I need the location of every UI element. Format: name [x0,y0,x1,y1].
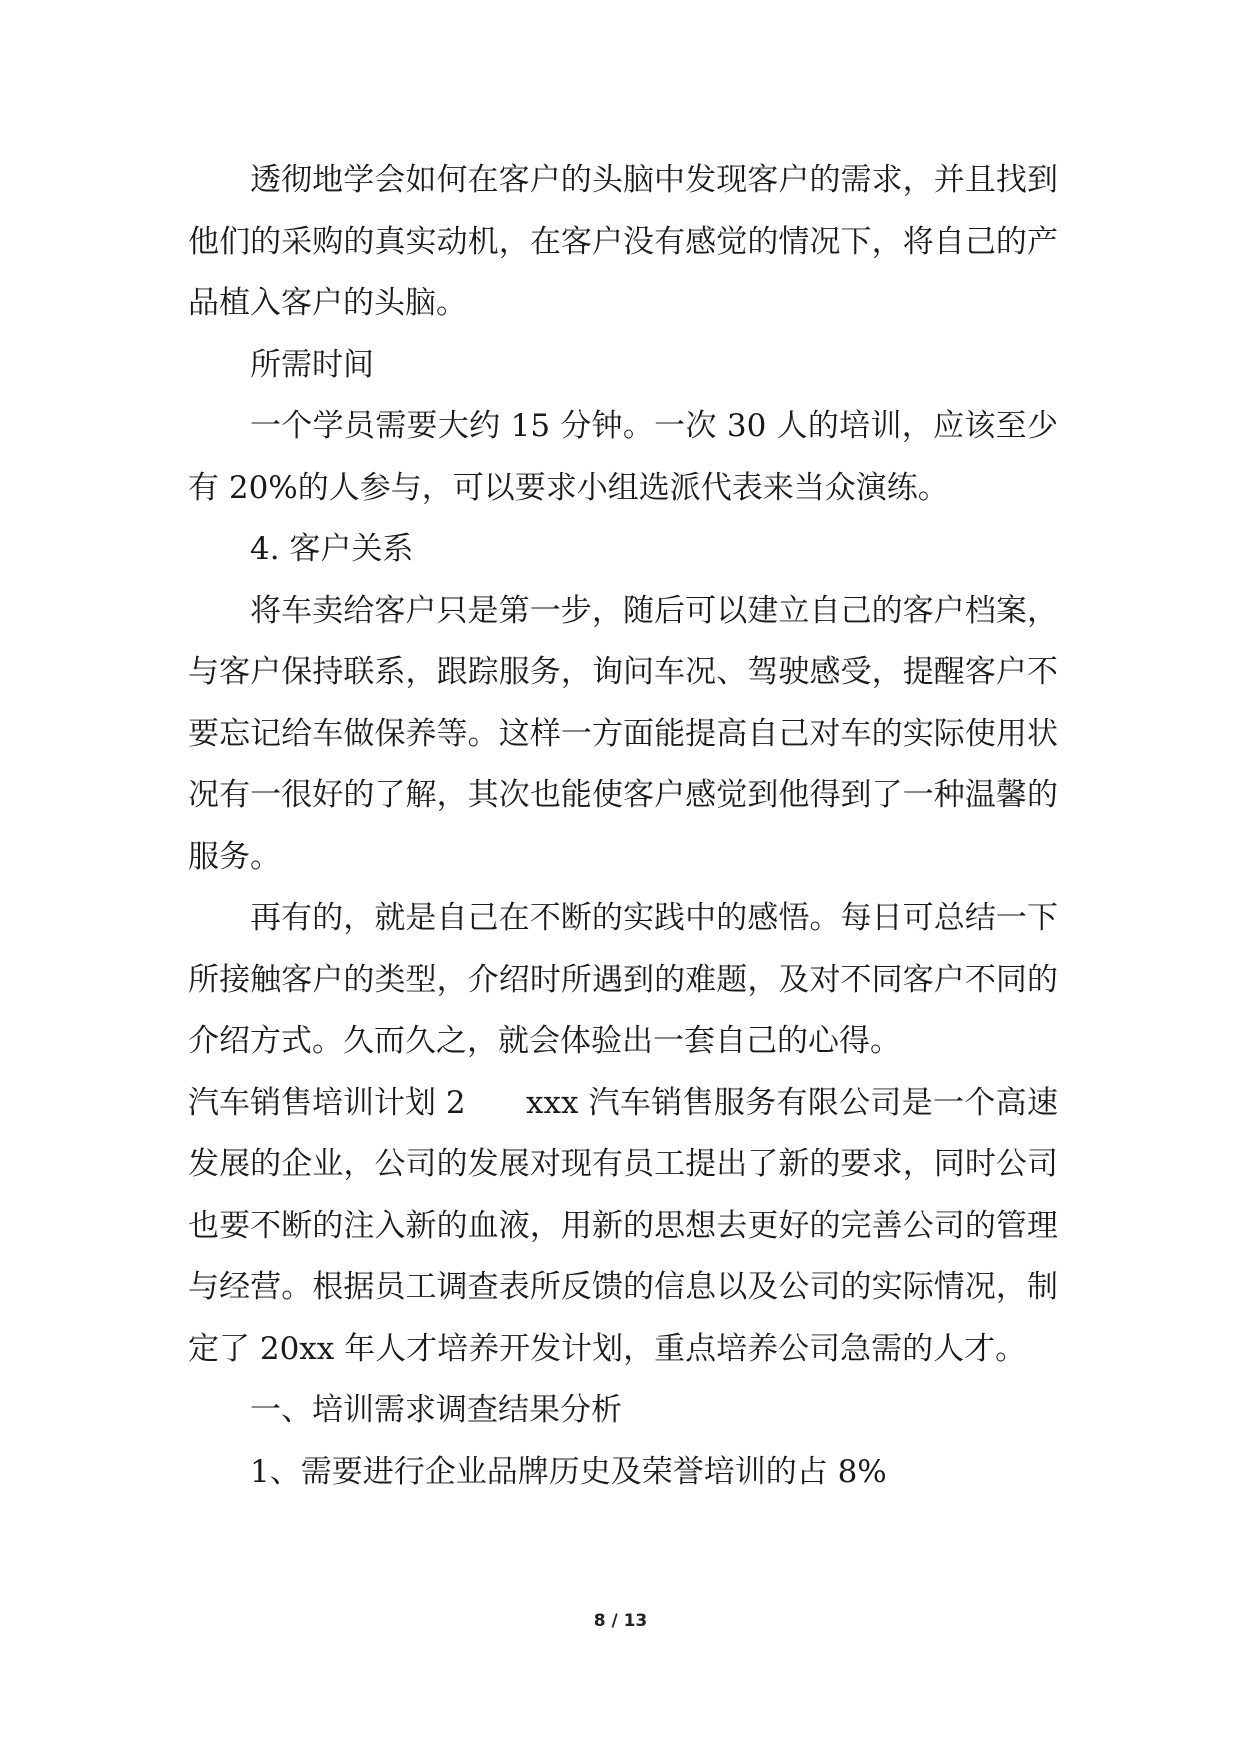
subheading-customer-relations: 4. 客户关系 [250,531,414,567]
subheading-time-required: 所需时间 [250,346,374,383]
training-plan-intro-text: xxx 汽车销售服务有限公司是一个高速发展的企业，公司的发展对现有员工提出了新的要求，同时公司也要不断的注入新的血液，用新的思想去更好的完善公司的管理与经营。根据员工调查表所反馈的信息以及公司的实际情况，制定了 20xx 年人才培养开发计划，重点培养公司急需的人才。 [188,1084,1058,1367]
paragraph-practice-reflection: 再有的，就是自己在不断的实践中的感悟。每日可总结一下所接触客户的类型，介绍时所遇到的难题，及对不同客户不同的介绍方式。久而久之，就会体验出一套自己的心得。 [188,900,1058,1059]
document-body [188,150,1058,1503]
paragraph-training-plan-intro [188,1073,1058,1381]
paragraph-needs-discovery: 透彻地学会如何在客户的头脑中发现客户的需求，并且找到他们的采购的真实动机，在客户没有感觉的情况下，将自己的产品植入客户的头脑。 [188,162,1058,321]
section-title-training-plan-2: 汽车销售培训计划 2 [188,1084,466,1121]
page-number: 8 / 13 [593,1611,648,1631]
heading-survey-analysis: 一、培训需求调查结果分析 [250,1392,622,1428]
paragraph-time-details: 一个学员需要大约 15 分钟。一次 30 人的培训，应该至少有 20%的人参与，可以要求小组选派代表来当众演练。 [188,408,1058,506]
paragraph-customer-relations: 将车卖给客户只是第一步，随后可以建立自己的客户档案，与客户保持联系，跟踪服务，询问车况、驾驶感受，提醒客户不要忘记给车做保养等。这样一方面能提高自己对车的实际使用状况有一很好的了解，其次也能使客户感觉到他得到了一种温馨的服务。 [188,592,1058,875]
list-item-brand-history: 1、需要进行企业品牌历史及荣誉培训的占 8% [250,1453,887,1490]
